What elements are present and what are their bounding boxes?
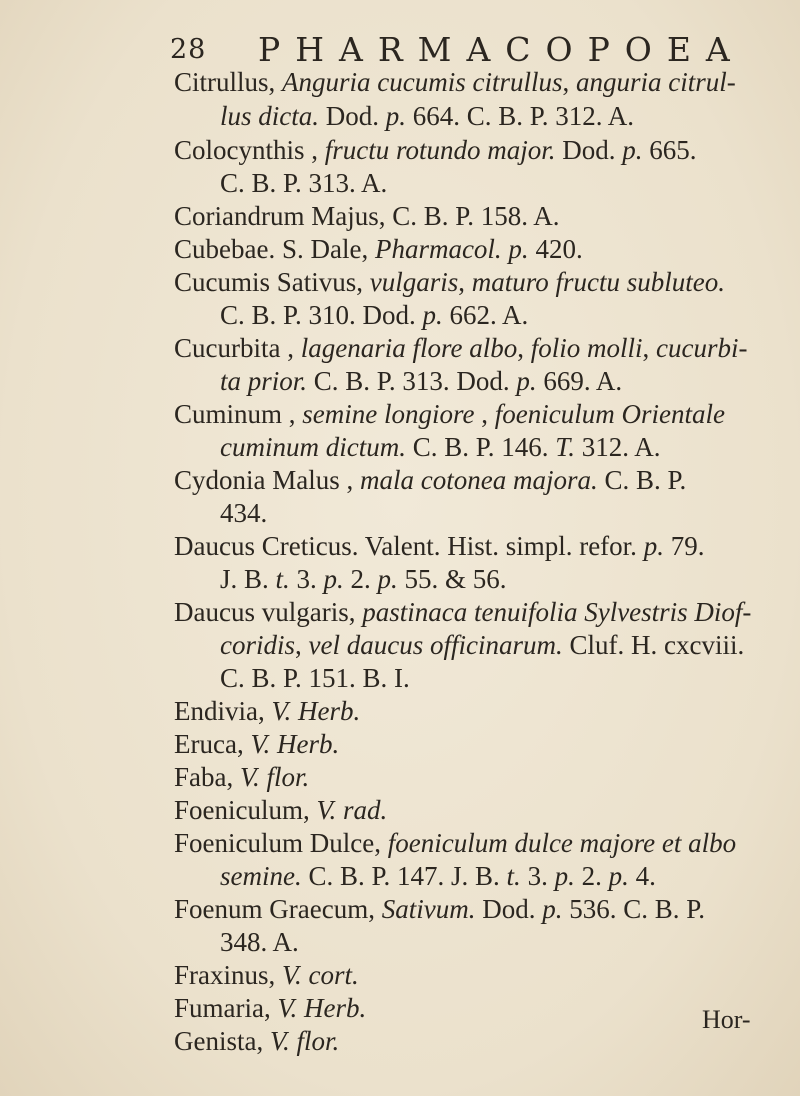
roman-text: Genista, (174, 1026, 270, 1056)
entry-line (174, 233, 583, 266)
roman-text: J. B. (220, 564, 276, 594)
roman-text: C. B. P. 147. J. B. (301, 861, 507, 891)
roman-text: Fumaria, (174, 993, 278, 1023)
roman-text: 3. (289, 564, 324, 594)
italic-text: semine longiore (302, 399, 475, 429)
entry-line (174, 728, 339, 761)
entry-continuation-line (220, 926, 299, 959)
entry-continuation-line (220, 563, 507, 596)
roman-text: 2. (343, 564, 378, 594)
roman-text: Faba, (174, 762, 240, 792)
roman-text: 420. (528, 234, 583, 264)
entry-continuation-line (220, 299, 528, 332)
roman-text: Colocynthis , (174, 135, 325, 165)
roman-text: C. B. P. 146. (405, 432, 556, 462)
roman-text: 79. (663, 531, 705, 561)
entry-line (174, 827, 736, 860)
page-number: 28 (170, 34, 207, 65)
roman-text: Daucus vulgaris, (174, 597, 363, 627)
roman-text: Cucurbita , (174, 333, 301, 363)
roman-text: C. B. P. 310. Dod. (220, 300, 423, 330)
roman-text: Dod. (555, 135, 623, 165)
roman-text: Citrullus, (174, 67, 283, 97)
italic-text: p. (385, 101, 406, 131)
entry-line (174, 761, 309, 794)
italic-text: p. (516, 366, 537, 396)
italic-text: pastinaca tenuifolia Sylvestris Diof- (362, 597, 752, 627)
roman-text: 55. & 56. (397, 564, 507, 594)
roman-text: Dod. (319, 101, 386, 131)
entry-line (174, 200, 560, 233)
italic-text: Sativum. (381, 894, 476, 924)
italic-text: lagenaria flore albo (300, 333, 518, 363)
italic-text: p. (422, 300, 443, 330)
italic-text: mala cotonea majora. (360, 465, 598, 495)
italic-text: p. (542, 894, 563, 924)
roman-text: Foeniculum, (174, 795, 317, 825)
roman-text: Fraxinus, (174, 960, 282, 990)
roman-text: 662. A. (442, 300, 529, 330)
italic-text: V. rad. (316, 795, 388, 825)
roman-text: , (474, 399, 495, 429)
entry-line (174, 134, 697, 167)
roman-text: Coriandrum Majus, C. B. P. 158. A. (174, 201, 560, 231)
roman-text: 348. A. (220, 927, 299, 957)
page-header (170, 24, 745, 72)
entry-continuation-line (220, 365, 622, 398)
italic-text: V. flor. (239, 762, 310, 792)
italic-text: p. (554, 861, 575, 891)
roman-text: Foenum Graecum, (174, 894, 382, 924)
roman-text: 536. C. B. P. (562, 894, 705, 924)
roman-text: C. B. P. 313. A. (220, 168, 388, 198)
entry-line (174, 332, 747, 365)
entry-continuation-line (220, 662, 410, 695)
italic-text: fructu rotundo major. (324, 135, 556, 165)
roman-text: 664. C. B. P. 312. A. (406, 101, 635, 131)
italic-text: ta prior. (220, 366, 308, 396)
roman-text: 434. (220, 498, 268, 528)
roman-text: C. B. P. 313. Dod. (307, 366, 517, 396)
roman-text: , (517, 333, 531, 363)
italic-text: T. (555, 432, 576, 462)
running-title: PHARMACOPOEA (258, 30, 745, 69)
roman-text: C. B. P. (597, 465, 687, 495)
roman-text: , (642, 333, 656, 363)
catchword: Hor- (702, 1005, 751, 1034)
italic-text: V. Herb. (277, 993, 367, 1023)
italic-text: anguria citrul- (576, 67, 736, 97)
entry-line (174, 464, 686, 497)
italic-text: V. Herb. (271, 696, 361, 726)
entry-line (174, 959, 359, 992)
roman-text: Cucumis Sativus, (174, 267, 370, 297)
roman-text: 312. A. (575, 432, 661, 462)
italic-text: foeniculum dulce majore et albo (387, 828, 737, 858)
italic-text: V. cort. (282, 960, 359, 990)
roman-text: , (458, 267, 472, 297)
italic-text: p. (643, 531, 664, 561)
roman-text: 669. A. (536, 366, 623, 396)
entry-continuation-line (220, 860, 656, 893)
roman-text: 2. (574, 861, 609, 891)
italic-text: Anguria cucumis citrullus (282, 67, 563, 97)
italic-text: folio molli (530, 333, 643, 363)
italic-text: Pharmacol. p. (374, 234, 529, 264)
italic-text: t. (275, 564, 290, 594)
entry-line (174, 893, 705, 926)
roman-text: C. B. P. 151. B. I. (220, 663, 410, 693)
italic-text: p. (377, 564, 398, 594)
roman-text: Cydonia Malus , (174, 465, 360, 495)
italic-text: semine. (220, 861, 302, 891)
roman-text: Cluf. H. cxcviii. (562, 630, 745, 660)
italic-text: p. (323, 564, 344, 594)
italic-text: vel daucus officinarum. (308, 630, 563, 660)
entry-line (174, 398, 725, 431)
entry-line (174, 266, 725, 299)
entry-line (174, 794, 387, 827)
roman-text: Eruca, (174, 729, 251, 759)
entry-continuation-line (220, 100, 634, 133)
italic-text: t. (506, 861, 521, 891)
entry-line (174, 530, 704, 563)
roman-text: , (562, 67, 576, 97)
italic-text: p. (608, 861, 629, 891)
entry-line (174, 1025, 339, 1058)
italic-text: V. flor. (269, 1026, 340, 1056)
roman-text: Dod. (475, 894, 543, 924)
roman-text: Cuminum , (174, 399, 303, 429)
italic-text: foeniculum Orientale (494, 399, 725, 429)
roman-text: 4. (628, 861, 656, 891)
entry-continuation-line (220, 629, 744, 662)
entry-line (174, 695, 360, 728)
roman-text: Cubebae. S. Dale, (174, 234, 375, 264)
entry-continuation-line (220, 167, 387, 200)
italic-text: V. Herb. (250, 729, 340, 759)
italic-text: cucurbi- (656, 333, 748, 363)
italic-text: coridis (220, 630, 296, 660)
roman-text: 3. (520, 861, 555, 891)
roman-text: , (295, 630, 309, 660)
roman-text: Endivia, (174, 696, 272, 726)
italic-text: vulgaris (369, 267, 459, 297)
entry-line (174, 66, 736, 99)
italic-text: maturo fructu subluteo. (471, 267, 726, 297)
entry-continuation-line (220, 497, 267, 530)
entry-line (174, 596, 751, 629)
italic-text: cuminum dictum. (220, 432, 406, 462)
entry-line (174, 992, 366, 1025)
roman-text: 665. (642, 135, 697, 165)
italic-text: lus dicta. (220, 101, 319, 131)
italic-text: p. (622, 135, 643, 165)
roman-text: Foeniculum Dulce, (174, 828, 388, 858)
roman-text: Daucus Creticus. Valent. Hist. simpl. refor. (174, 531, 644, 561)
entry-continuation-line (220, 431, 661, 464)
